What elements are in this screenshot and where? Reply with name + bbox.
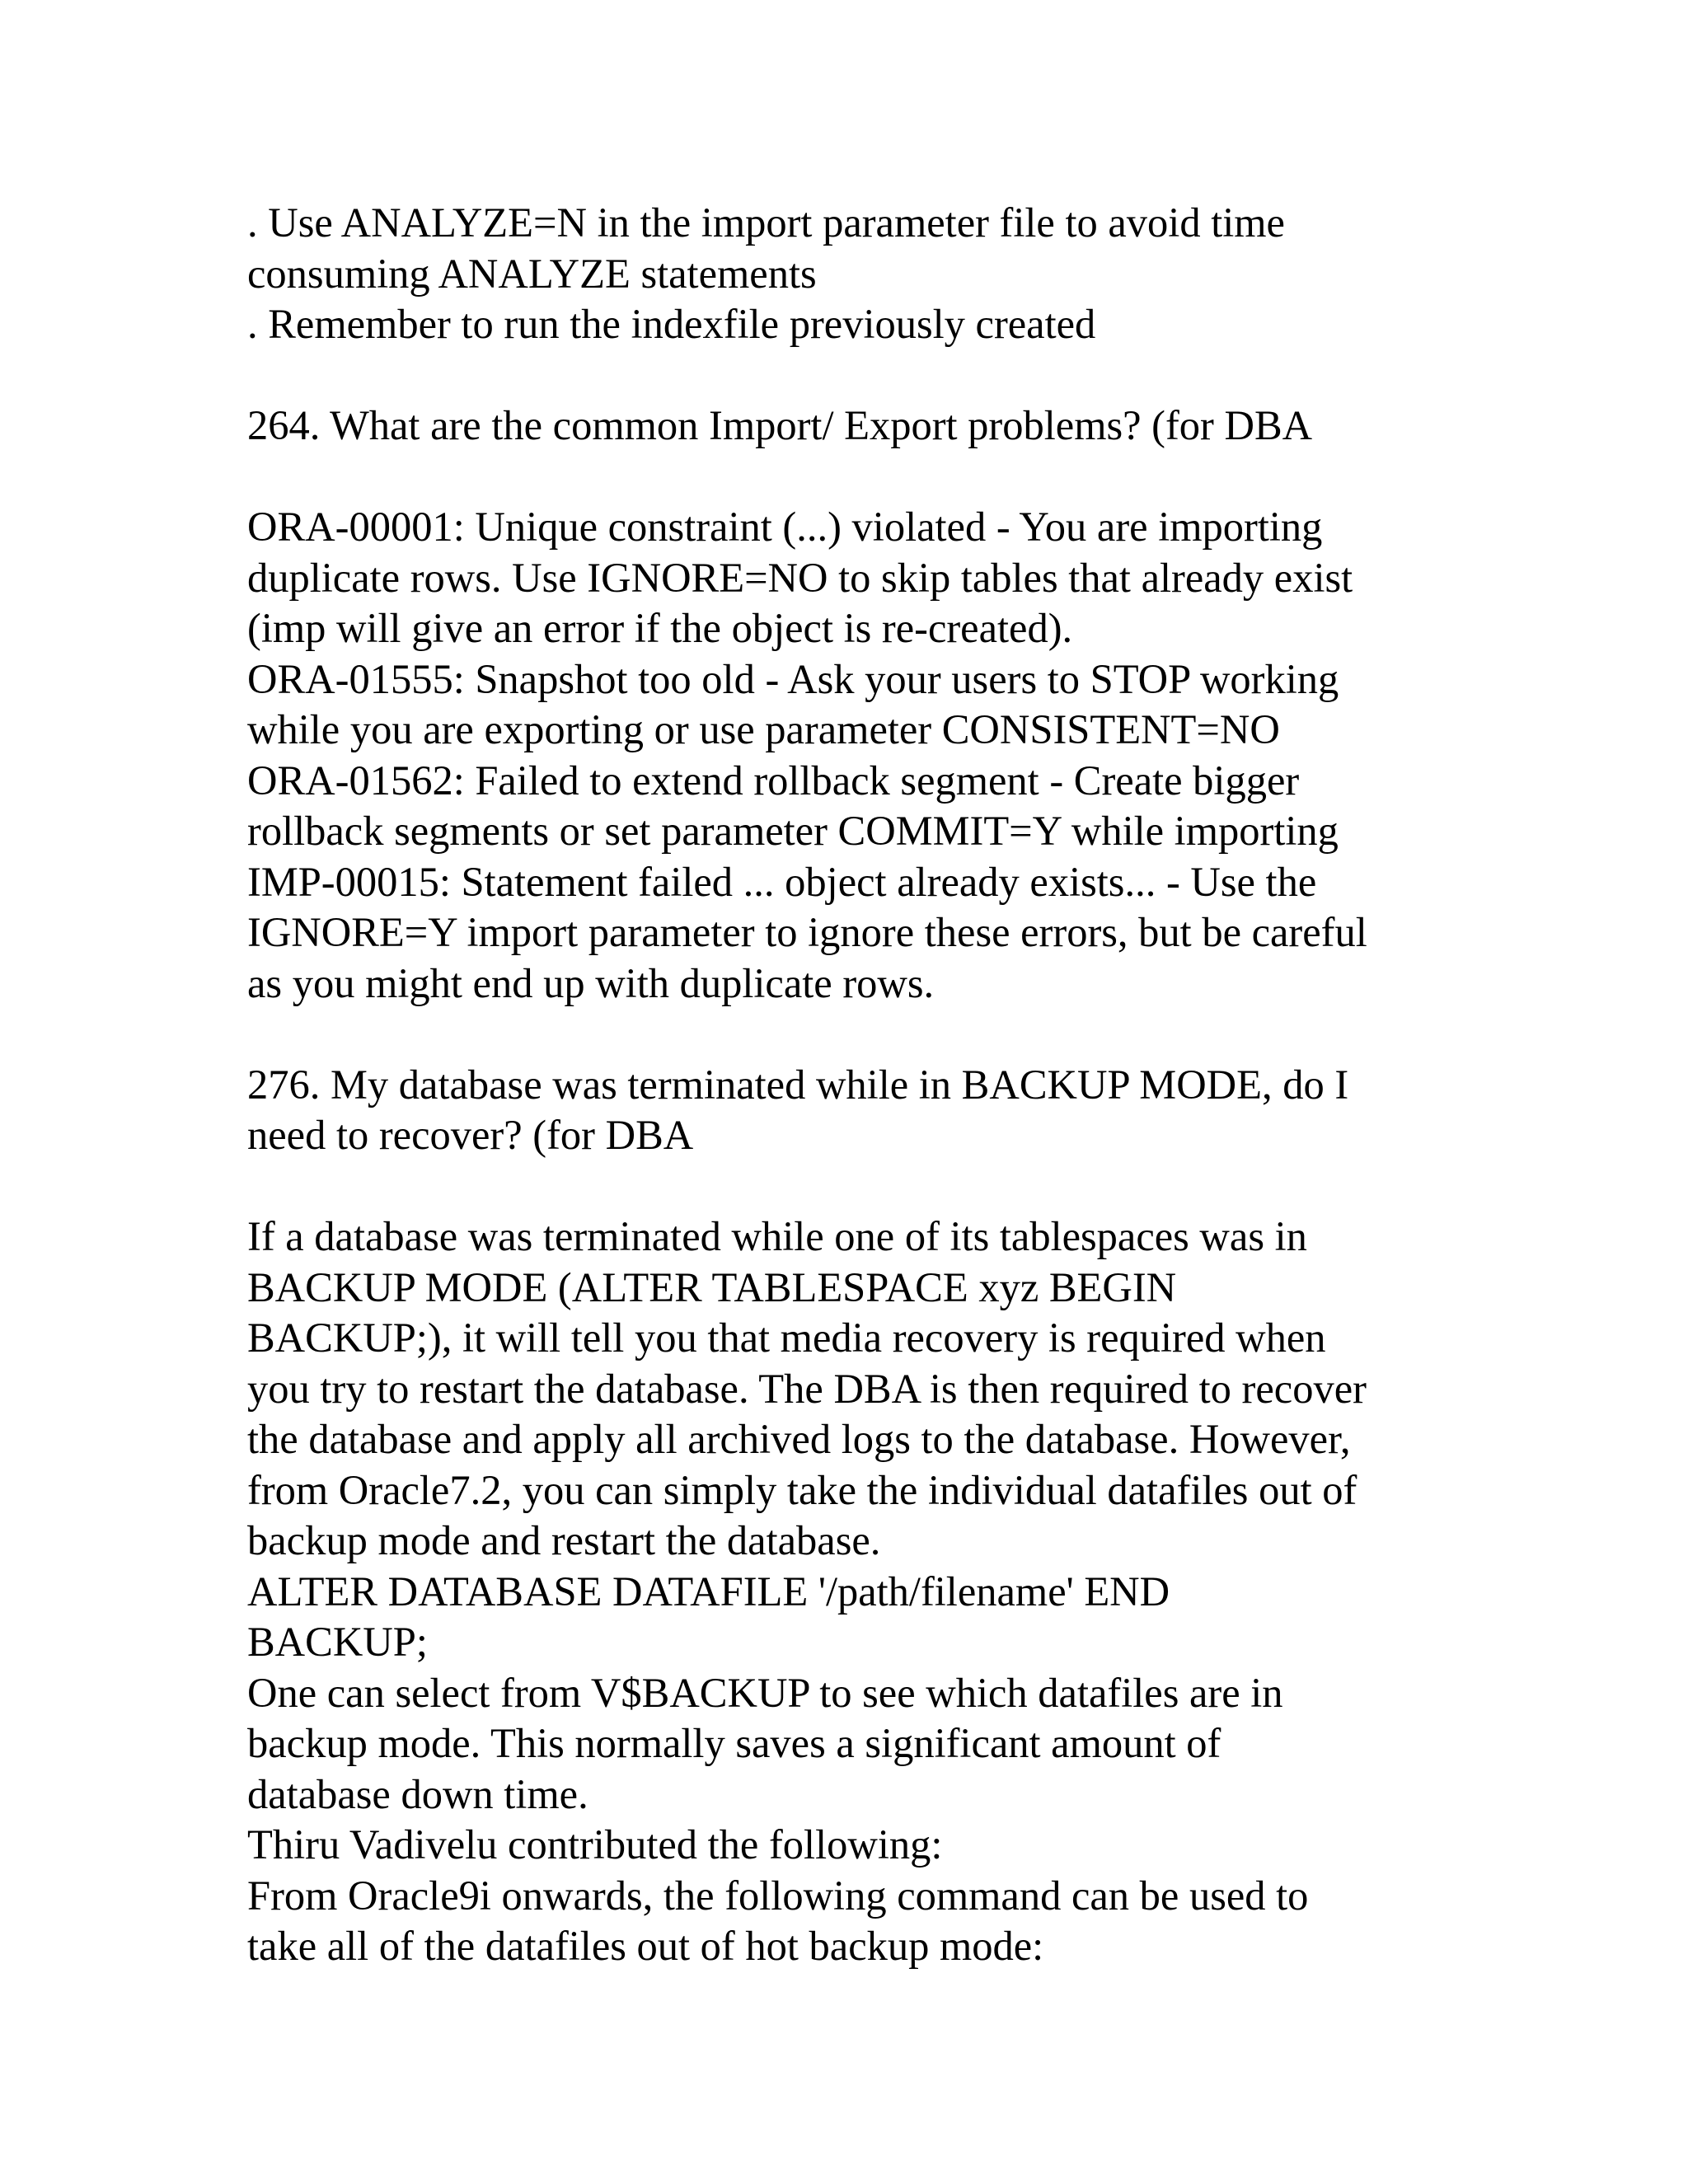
paragraph-gap	[247, 1009, 1533, 1060]
text-line: you try to restart the database. The DBA is then required to recover	[247, 1365, 1367, 1412]
text-line: From Oracle9i onwards, the following command can be used to	[247, 1872, 1309, 1919]
text-line: ORA-01555: Snapshot too old - Ask your users to STOP working	[247, 655, 1339, 702]
question-276-heading	[247, 1060, 1533, 1161]
paragraph-gap	[247, 350, 1533, 401]
question-276-answer	[247, 1212, 1533, 1972]
text-line: IMP-00015: Statement failed ... object already exists... - Use the	[247, 858, 1317, 905]
text-line: backup mode. This normally saves a significant amount of	[247, 1720, 1221, 1766]
text-line: from Oracle7.2, you can simply take the individual datafiles out of	[247, 1466, 1357, 1513]
text-line: the database and apply all archived logs to the database. However,	[247, 1416, 1351, 1462]
import-tips-block	[247, 198, 1533, 350]
text-line: 276. My database was terminated while in BACKUP MODE, do I	[247, 1061, 1349, 1108]
text-line: . Use ANALYZE=N in the import parameter file to avoid time	[247, 199, 1285, 246]
text-line: consuming ANALYZE statements	[247, 250, 817, 297]
text-line: ORA-01562: Failed to extend rollback segment - Create bigger	[247, 757, 1300, 804]
text-line: . Remember to run the indexfile previously created	[247, 301, 1096, 347]
question-264-answer	[247, 502, 1533, 1009]
paragraph-gap	[247, 452, 1533, 503]
text-line: ORA-00001: Unique constraint (...) violated - You are importing	[247, 504, 1323, 550]
text-line: duplicate rows. Use IGNORE=NO to skip tables that already exist	[247, 554, 1353, 601]
text-line: BACKUP;), it will tell you that media recovery is required when	[247, 1315, 1326, 1361]
text-line: database down time.	[247, 1770, 588, 1817]
text-line: need to recover? (for DBA	[247, 1112, 694, 1158]
text-line: One can select from V$BACKUP to see which datafiles are in	[247, 1669, 1283, 1716]
text-line: while you are exporting or use parameter CONSISTENT=NO	[247, 706, 1280, 752]
text-line: BACKUP;	[247, 1619, 428, 1665]
text-line: rollback segments or set parameter COMMIT=Y while importing	[247, 808, 1339, 854]
text-line: BACKUP MODE (ALTER TABLESPACE xyz BEGIN	[247, 1263, 1177, 1310]
text-line: take all of the datafiles out of hot backup mode:	[247, 1923, 1044, 1969]
text-line: Thiru Vadivelu contributed the following:	[247, 1821, 943, 1868]
question-264-heading: 264. What are the common Import/ Export problems? (for DBA	[247, 402, 1313, 448]
text-line: as you might end up with duplicate rows.	[247, 959, 935, 1006]
paragraph-gap	[247, 1161, 1533, 1212]
text-line: (imp will give an error if the object is re-created).	[247, 605, 1073, 651]
document-body	[247, 198, 1533, 1972]
text-line: ALTER DATABASE DATAFILE '/path/filename' END	[247, 1568, 1170, 1615]
text-line: backup mode and restart the database.	[247, 1517, 881, 1563]
text-line: IGNORE=Y import parameter to ignore these errors, but be careful	[247, 909, 1367, 955]
text-line: If a database was terminated while one of its tablespaces was in	[247, 1213, 1307, 1259]
